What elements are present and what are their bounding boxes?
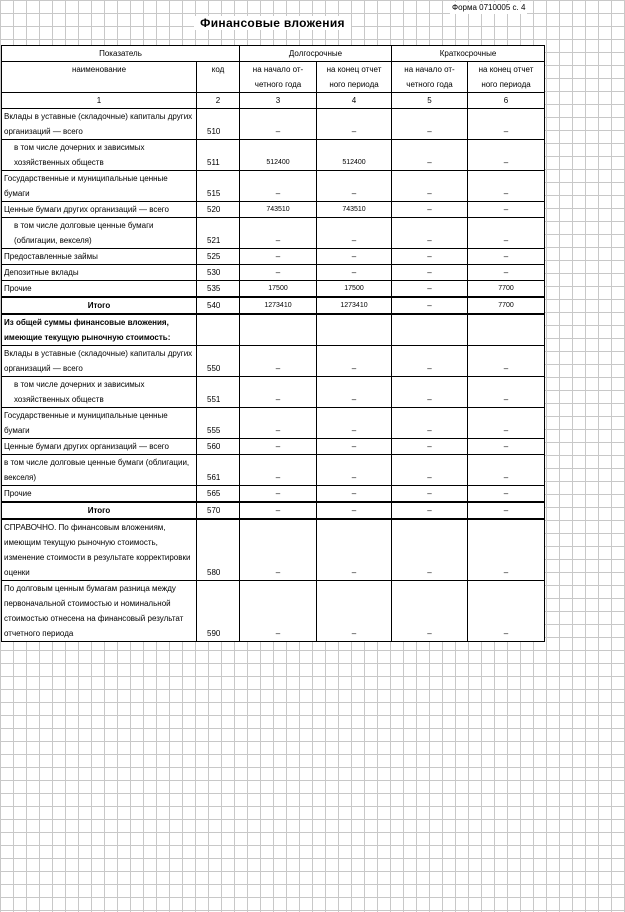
row-value: 1273410 [317, 297, 392, 314]
empty-cell [317, 314, 392, 346]
row-name-text: в том числе дочерних и зависимых хозяйственных обществ [14, 380, 145, 404]
row-value: – [317, 109, 392, 140]
row-value: – [317, 377, 392, 408]
row-code: 515 [197, 171, 240, 202]
short-term-header: Краткосрочные [392, 46, 545, 62]
table-row [2, 281, 545, 298]
col-num-5: 5 [392, 93, 468, 109]
table-row [2, 171, 545, 202]
row-value: – [392, 140, 468, 171]
col-num-1: 1 [2, 93, 197, 109]
row-code: 590 [197, 581, 240, 642]
start-header-short-2: четного года [392, 77, 468, 93]
row-value: – [240, 218, 317, 249]
row-name: Прочие [2, 486, 197, 503]
row-name [2, 377, 197, 408]
row-value: – [468, 408, 545, 439]
row-name: Вклады в уставные (складочные) капиталы других организаций — всего [2, 109, 197, 140]
row-name: Депозитные вклады [2, 265, 197, 281]
row-value: – [392, 109, 468, 140]
row-name: Государственные и муниципальные ценные бумаги [2, 171, 197, 202]
row-value: – [392, 297, 468, 314]
row-name: Государственные и муниципальные ценные бумаги [2, 408, 197, 439]
row-name [2, 140, 197, 171]
row-name-text: в том числе дочерних и зависимых хозяйственных обществ [14, 143, 145, 167]
empty-cell [197, 314, 240, 346]
row-value: – [240, 455, 317, 486]
row-value: 743510 [240, 202, 317, 218]
row-value: 7700 [468, 281, 545, 298]
row-name: По долговым ценным бумагам разница между первоначальной стоимостью и номинальной стоимостью отнесена на финансовый результат отчетного периода [2, 581, 197, 642]
row-value: – [240, 109, 317, 140]
row-value: – [392, 249, 468, 265]
row-value: – [392, 502, 468, 519]
row-value: – [317, 502, 392, 519]
row-code: 570 [197, 502, 240, 519]
row-value: – [392, 519, 468, 581]
row-value: – [240, 171, 317, 202]
column-numbers-row [2, 93, 545, 109]
row-code: 551 [197, 377, 240, 408]
row-code: 560 [197, 439, 240, 455]
row-code: 520 [197, 202, 240, 218]
total-row [2, 297, 545, 314]
row-value: 743510 [317, 202, 392, 218]
table-row [2, 486, 545, 503]
start-header-short: на начало от- [392, 62, 468, 78]
row-value: – [317, 439, 392, 455]
row-value: 512400 [317, 140, 392, 171]
row-value: – [468, 171, 545, 202]
row-value: 7700 [468, 297, 545, 314]
row-value: – [468, 265, 545, 281]
row-value: – [468, 519, 545, 581]
name-header: наименование [2, 62, 197, 93]
section-header: Из общей суммы финансовые вложения, имеющие текущую рыночную стоимость: [2, 314, 197, 346]
row-value: 17500 [317, 281, 392, 298]
row-value: – [240, 346, 317, 377]
row-code: 511 [197, 140, 240, 171]
row-value: – [468, 218, 545, 249]
row-code: 561 [197, 455, 240, 486]
row-value: – [468, 502, 545, 519]
row-value: – [468, 581, 545, 642]
row-value: – [468, 140, 545, 171]
row-value: 17500 [240, 281, 317, 298]
row-value: – [392, 408, 468, 439]
page-title-text: Финансовые вложения [194, 16, 351, 30]
table-row [2, 439, 545, 455]
row-code: 550 [197, 346, 240, 377]
empty-cell [392, 314, 468, 346]
row-value: 512400 [240, 140, 317, 171]
row-name: Предоставленные займы [2, 249, 197, 265]
table-row [2, 202, 545, 218]
row-code: 565 [197, 486, 240, 503]
row-value: – [317, 455, 392, 486]
table-row [2, 519, 545, 581]
row-value: – [468, 377, 545, 408]
row-value: – [392, 486, 468, 503]
row-value: – [240, 502, 317, 519]
row-value: – [317, 249, 392, 265]
page-title [0, 14, 545, 32]
long-term-header: Долгосрочные [240, 46, 392, 62]
table-row [2, 265, 545, 281]
section-header-row [2, 314, 545, 346]
empty-cell [468, 314, 545, 346]
row-value: – [392, 581, 468, 642]
financial-investments-table [1, 45, 545, 642]
table-row [2, 377, 545, 408]
row-value: – [392, 218, 468, 249]
end-header-long-2: ного периода [317, 77, 392, 93]
row-value: – [392, 171, 468, 202]
row-value: – [468, 439, 545, 455]
total-label: Итого [2, 297, 197, 314]
row-value: – [240, 265, 317, 281]
row-value: – [317, 346, 392, 377]
table-row [2, 140, 545, 171]
table-row [2, 218, 545, 249]
table-row [2, 346, 545, 377]
end-header-short: на конец отчет [468, 62, 545, 78]
end-header-long: на конец отчет [317, 62, 392, 78]
row-value: – [240, 519, 317, 581]
row-value: – [392, 346, 468, 377]
row-code: 530 [197, 265, 240, 281]
start-header-long: на начало от- [240, 62, 317, 78]
table-row [2, 455, 545, 486]
row-name: Ценные бумаги других организаций — всего [2, 439, 197, 455]
col-num-2: 2 [197, 93, 240, 109]
row-value: – [240, 377, 317, 408]
row-value: – [317, 519, 392, 581]
row-value: – [240, 408, 317, 439]
table-row [2, 581, 545, 642]
table-row [2, 249, 545, 265]
table-row [2, 109, 545, 140]
row-value: – [317, 171, 392, 202]
end-header-short-2: ного периода [468, 77, 545, 93]
empty-cell [240, 314, 317, 346]
row-value: 1273410 [240, 297, 317, 314]
row-code: 580 [197, 519, 240, 581]
row-value: – [392, 202, 468, 218]
start-header-long-2: четного года [240, 77, 317, 93]
row-value: – [468, 455, 545, 486]
row-code: 535 [197, 281, 240, 298]
row-code: 555 [197, 408, 240, 439]
row-value: – [392, 281, 468, 298]
row-value: – [468, 249, 545, 265]
row-name: Прочие [2, 281, 197, 298]
row-value: – [317, 218, 392, 249]
row-value: – [468, 109, 545, 140]
row-value: – [317, 581, 392, 642]
col-num-4: 4 [317, 93, 392, 109]
col-num-6: 6 [468, 93, 545, 109]
row-value: – [392, 265, 468, 281]
row-value: – [317, 265, 392, 281]
row-value: – [317, 408, 392, 439]
row-value: – [468, 202, 545, 218]
form-number: Форма 0710005 с. 4 [452, 3, 526, 12]
row-value: – [240, 249, 317, 265]
row-name: Ценные бумаги других организаций — всего [2, 202, 197, 218]
row-value: – [317, 486, 392, 503]
table-row [2, 408, 545, 439]
row-value: – [468, 486, 545, 503]
row-value: – [468, 346, 545, 377]
row-value: – [392, 455, 468, 486]
row-name: СПРАВОЧНО. По финансовым вложениям, имеющим текущую рыночную стоимость, изменение стоимости в результате корректировки оценки [2, 519, 197, 581]
row-name: в том числе долговые ценные бумаги (облигации, векселя) [2, 455, 197, 486]
row-code: 521 [197, 218, 240, 249]
row-value: – [240, 439, 317, 455]
row-value: – [240, 486, 317, 503]
row-code: 510 [197, 109, 240, 140]
col-num-3: 3 [240, 93, 317, 109]
header-row-1 [2, 46, 545, 62]
row-name: Вклады в уставные (складочные) капиталы других организаций — всего [2, 346, 197, 377]
header-row-2 [2, 62, 545, 78]
row-code: 540 [197, 297, 240, 314]
row-value: – [392, 439, 468, 455]
row-name [2, 218, 197, 249]
total-row [2, 502, 545, 519]
code-header: код [197, 62, 240, 93]
row-name-text: в том числе долговые ценные бумаги (облигации, векселя) [14, 221, 154, 245]
row-value: – [240, 581, 317, 642]
indicator-header: Показатель [2, 46, 240, 62]
row-value: – [392, 377, 468, 408]
total-label: Итого [2, 502, 197, 519]
row-code: 525 [197, 249, 240, 265]
